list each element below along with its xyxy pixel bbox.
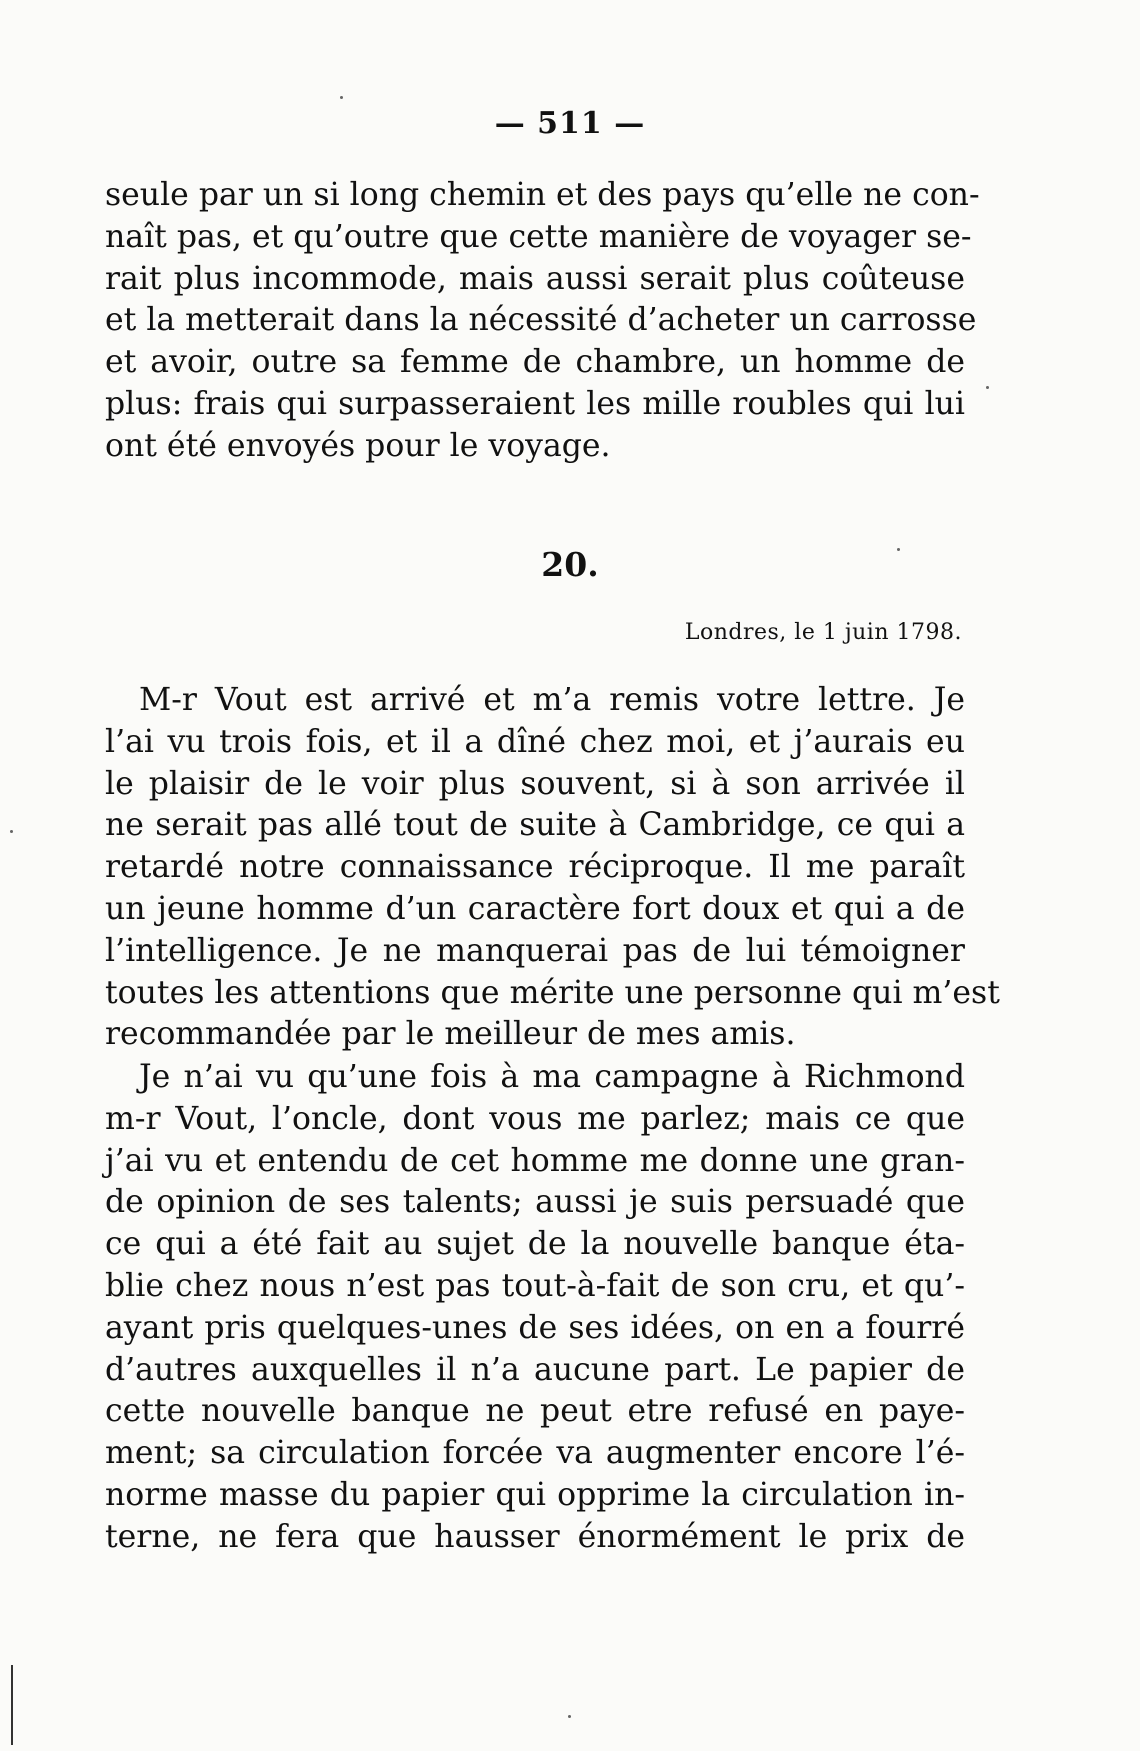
letter-paragraph-2 bbox=[105, 1057, 965, 1559]
letter-number: 20. bbox=[541, 545, 599, 584]
text-line: norme masse du papier qui opprime la circulation in- bbox=[105, 1476, 965, 1513]
text-line: terne, ne fera que hausser énormément le prix de bbox=[105, 1518, 965, 1555]
scan-speck bbox=[986, 386, 989, 389]
letter-dateline: Londres, le 1 juin 1798. bbox=[684, 620, 962, 645]
text-line: un jeune homme d’un caractère fort doux et qui a de bbox=[105, 890, 965, 927]
scan-speck bbox=[897, 548, 900, 551]
text-line: retardé notre connaissance réciproque. Il me paraît bbox=[105, 849, 965, 886]
letter-paragraph-1 bbox=[105, 680, 1000, 1056]
text-line: ne serait pas allé tout de suite à Cambridge, ce qui a bbox=[105, 807, 965, 844]
text-line: ment; sa circulation forcée va augmenter encore l’é- bbox=[105, 1435, 965, 1472]
text-line: naît pas, et qu’outre que cette manière de voyager se- bbox=[105, 218, 972, 255]
text-line: ont été envoyés pour le voyage. bbox=[105, 427, 611, 464]
text-line: de opinion de ses talents; aussi je suis persuadé que bbox=[105, 1184, 965, 1221]
scan-speck bbox=[10, 830, 13, 833]
text-line: ce qui a été fait au sujet de la nouvelle banque éta- bbox=[105, 1226, 965, 1263]
text-line: plus: frais qui surpasseraient les mille roubles qui lui bbox=[105, 385, 965, 422]
text-line: le plaisir de le voir plus souvent, si à son arrivée il bbox=[105, 765, 965, 802]
text-line: m-r Vout, l’oncle, dont vous me parlez; mais ce que bbox=[105, 1100, 965, 1137]
text-line: j’ai vu et entendu de cet homme me donne une gran- bbox=[105, 1142, 965, 1179]
text-line: d’autres auxquelles il n’a aucune part. Le papier de bbox=[105, 1351, 965, 1388]
scan-margin-mark bbox=[11, 1665, 13, 1745]
text-line: et avoir, outre sa femme de chambre, un homme de bbox=[105, 344, 965, 381]
text-line: toutes les attentions que mérite une personne qui m’est bbox=[105, 974, 1000, 1011]
text-line: Je n’ai vu qu’une fois à ma campagne à Richmond bbox=[139, 1059, 965, 1095]
page-number: — 511 — bbox=[494, 106, 646, 141]
text-line: cette nouvelle banque ne peut etre refusé en paye- bbox=[105, 1393, 965, 1430]
text-line: recommandée par le meilleur de mes amis. bbox=[105, 1016, 796, 1053]
text-line: blie chez nous n’est pas tout-à-fait de son cru, et qu’- bbox=[105, 1267, 965, 1304]
text-line: l’ai vu trois fois, et il a dîné chez moi, et j’aurais eu bbox=[105, 723, 965, 760]
text-line: rait plus incommode, mais aussi serait plus coûteuse bbox=[105, 260, 965, 297]
text-line: seule par un si long chemin et des pays qu’elle ne con- bbox=[105, 177, 980, 213]
text-line: M-r Vout est arrivé et m’a remis votre lettre. Je bbox=[139, 682, 965, 718]
scan-speck bbox=[340, 96, 343, 99]
text-line: ayant pris quelques-unes de ses idées, on en a fourré bbox=[105, 1309, 965, 1346]
text-line: et la metterait dans la nécessité d’acheter un carrosse bbox=[105, 302, 977, 339]
scan-speck bbox=[568, 1715, 571, 1718]
text-line: l’intelligence. Je ne manquerai pas de lui témoigner bbox=[105, 932, 965, 969]
paragraph-continuation bbox=[105, 175, 980, 468]
